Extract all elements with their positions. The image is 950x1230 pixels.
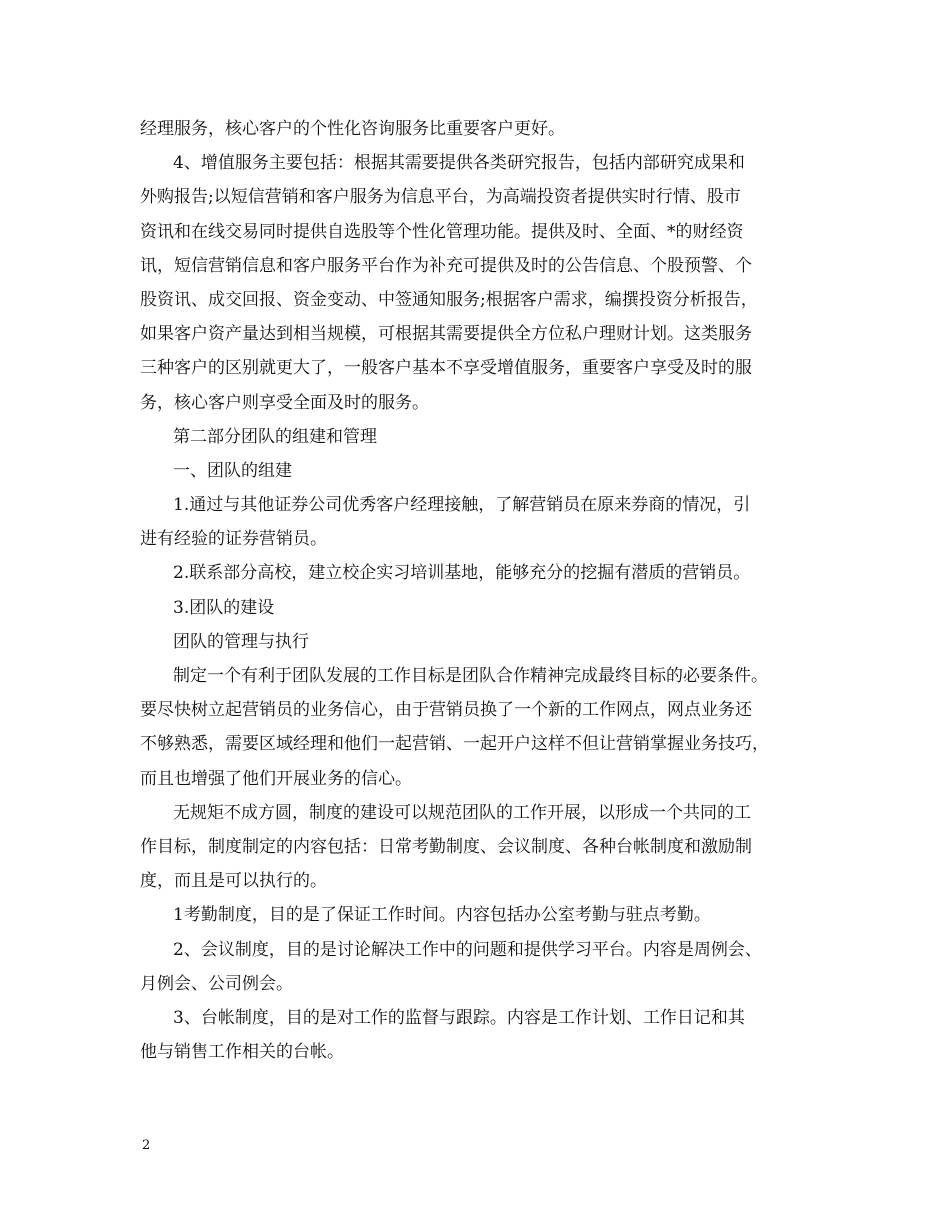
text-line: 讯，短信营销信息和客户服务平台作为补充可提供及时的公告信息、个股预警、个: [140, 255, 752, 276]
text-line: 一、团队的组建: [173, 460, 292, 481]
page-number: 2: [142, 1138, 151, 1153]
text-line: 要尽快树立起营销员的业务信心，由于营销员换了一个新的工作网点，网点业务还: [140, 700, 752, 721]
text-line: 3.团队的建设: [173, 597, 275, 618]
text-line: 作目标，制度制定的内容包括：日常考勤制度、会议制度、各种台帐制度和激励制: [140, 836, 752, 857]
text-line: 外购报告;以短信营销和客户服务为信息平台，为高端投资者提供实时行情、股市: [140, 187, 741, 208]
text-line: 务，核心客户则享受全面及时的服务。: [140, 392, 429, 413]
text-line: 2、会议制度，目的是讨论解决工作中的问题和提供学习平台。内容是周例会、: [173, 939, 762, 960]
text-line: 股资讯、成交回报、资金变动、中签通知服务;根据客户需求，编撰投资分析报告，: [140, 289, 758, 310]
text-line: 3、台帐制度，目的是对工作的监督与跟踪。内容是工作计划、工作日记和其: [173, 1007, 745, 1028]
text-line: 无规矩不成方圆，制度的建设可以规范团队的工作开展，以形成一个共同的工: [173, 802, 751, 823]
text-line: 经理服务，核心客户的个性化咨询服务比重要客户更好。: [140, 119, 565, 139]
text-line: 三种客户的区别就更大了，一般客户基本不享受增值服务，重要客户享受及时的服: [140, 358, 752, 379]
text-line: 资讯和在线交易同时提供自选股等个性化管理功能。提供及时、全面、*的财经资: [140, 221, 744, 242]
text-line: 制定一个有利于团队发展的工作目标是团队合作精神完成最终目标的必要条件。: [173, 666, 768, 686]
text-line: 第二部分团队的组建和管理: [173, 426, 377, 447]
text-line: 进有经验的证券营销员。: [140, 529, 327, 550]
text-line: 2.联系部分高校，建立校企实习培训基地，能够充分的挖掘有潜质的营销员。: [173, 563, 751, 584]
text-line: 1.通过与其他证券公司优秀客户经理接触，了解营销员在原来券商的情况，引: [173, 495, 751, 516]
text-line: 如果客户资产量达到相当规模，可根据其需要提供全方位私户理财计划。这类服务: [140, 324, 752, 345]
text-line: 而且也增强了他们开展业务的信心。: [140, 768, 412, 789]
text-line: 度，而且是可以执行的。: [140, 871, 327, 892]
text-line: 不够熟悉，需要区域经理和他们一起营销、一起开户这样不但让营销掌握业务技巧，: [140, 734, 769, 755]
text-line: 1考勤制度，目的是了保证工作时间。内容包括办公室考勤与驻点考勤。: [173, 905, 711, 926]
text-line: 月例会、公司例会。: [140, 973, 293, 994]
text-line: 4、增值服务主要包括：根据其需要提供各类研究报告，包括内部研究成果和: [173, 153, 745, 174]
text-line: 他与销售工作相关的台帐。: [140, 1042, 344, 1063]
body-text: [140, 112, 812, 1069]
text-line: 团队的管理与执行: [173, 631, 309, 652]
